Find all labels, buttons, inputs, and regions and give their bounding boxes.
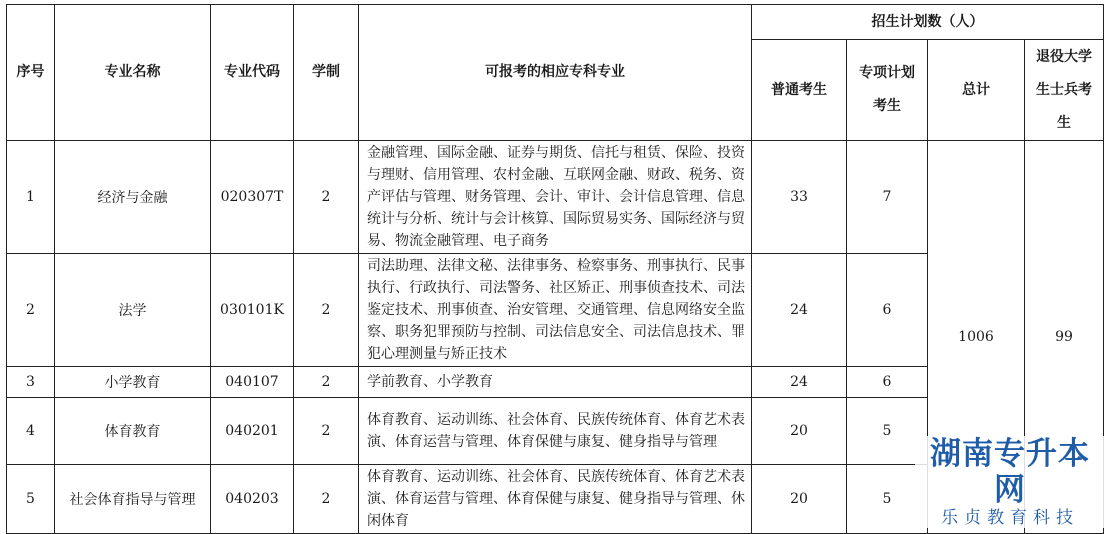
cell-related-majors: 金融管理、国际金融、证券与期货、信托与租赁、保险、投资与理财、信用管理、农村金融、互联网金融、财政、税务、资产评估与管理、财务管理、会计、审计、会计信息管理、信息统计与分析、统计与会计核算、国际贸易实务、国际经济与贸易、物流金融管理、电子商务 (359, 141, 752, 254)
header-related-majors: 可报考的相应专科专业 (359, 5, 752, 141)
header-duration: 学制 (294, 5, 359, 141)
cell-duration: 2 (294, 141, 359, 254)
cell-major-code: 040107 (211, 367, 294, 398)
cell-regular: 20 (752, 465, 847, 534)
cell-major-code: 030101K (211, 254, 294, 367)
cell-regular: 33 (752, 141, 847, 254)
cell-seq: 1 (7, 141, 55, 254)
header-seq: 序号 (7, 5, 55, 141)
watermark-title: 湖南专升本网 (930, 436, 1090, 508)
cell-related-majors: 司法助理、法律文秘、法律事务、检察事务、刑事执行、民事执行、行政执行、司法警务、社区矫正、刑事侦查技术、司法鉴定技术、刑事侦查、治安管理、交通管理、信息网络安全监察、职务犯罪预防与控制、司法信息安全、司法信息技术、罪犯心理测量与矫正技术 (359, 254, 752, 367)
cell-major-code: 020307T (211, 141, 294, 254)
cell-duration: 2 (294, 398, 359, 465)
cell-total: 1006 (928, 141, 1025, 534)
header-special: 专项计划考生 (847, 40, 928, 141)
cell-special: 6 (847, 367, 928, 398)
cell-veteran: 99 (1025, 141, 1104, 534)
cell-duration: 2 (294, 465, 359, 534)
cell-seq: 5 (7, 465, 55, 534)
cell-major-name: 社会体育指导与管理 (55, 465, 211, 534)
cell-duration: 2 (294, 367, 359, 398)
cell-major-name: 体育教育 (55, 398, 211, 465)
table-row (7, 141, 1104, 254)
header-major-name: 专业名称 (55, 5, 211, 141)
cell-regular: 24 (752, 367, 847, 398)
header-major-code: 专业代码 (211, 5, 294, 141)
cell-seq: 3 (7, 367, 55, 398)
cell-major-code: 040203 (211, 465, 294, 534)
cell-seq: 2 (7, 254, 55, 367)
cell-duration: 2 (294, 254, 359, 367)
cell-major-code: 040201 (211, 398, 294, 465)
cell-special: 5 (847, 465, 928, 534)
cell-major-name: 经济与金融 (55, 141, 211, 254)
site-watermark (915, 436, 1105, 528)
cell-seq: 4 (7, 398, 55, 465)
cell-regular: 24 (752, 254, 847, 367)
cell-special: 5 (847, 398, 928, 465)
header-veteran: 退役大学生士兵考生 (1025, 40, 1104, 141)
watermark-subtitle: 乐贞教育科技 (941, 508, 1079, 528)
header-plan-group: 招生计划数（人） (752, 5, 1104, 40)
cell-major-name: 小学教育 (55, 367, 211, 398)
cell-major-name: 法学 (55, 254, 211, 367)
cell-related-majors: 体育教育、运动训练、社会体育、民族传统体育、体育艺术表演、体育运营与管理、体育保健与康复、健身指导与管理 (359, 398, 752, 465)
cell-special: 6 (847, 254, 928, 367)
header-total: 总计 (928, 40, 1025, 141)
cell-related-majors: 学前教育、小学教育 (359, 367, 752, 398)
header-regular: 普通考生 (752, 40, 847, 141)
cell-special: 7 (847, 141, 928, 254)
cell-regular: 20 (752, 398, 847, 465)
cell-related-majors: 体育教育、运动训练、社会体育、民族传统体育、体育艺术表演、体育运营与管理、体育保健与康复、健身指导与管理、休闲体育 (359, 465, 752, 534)
